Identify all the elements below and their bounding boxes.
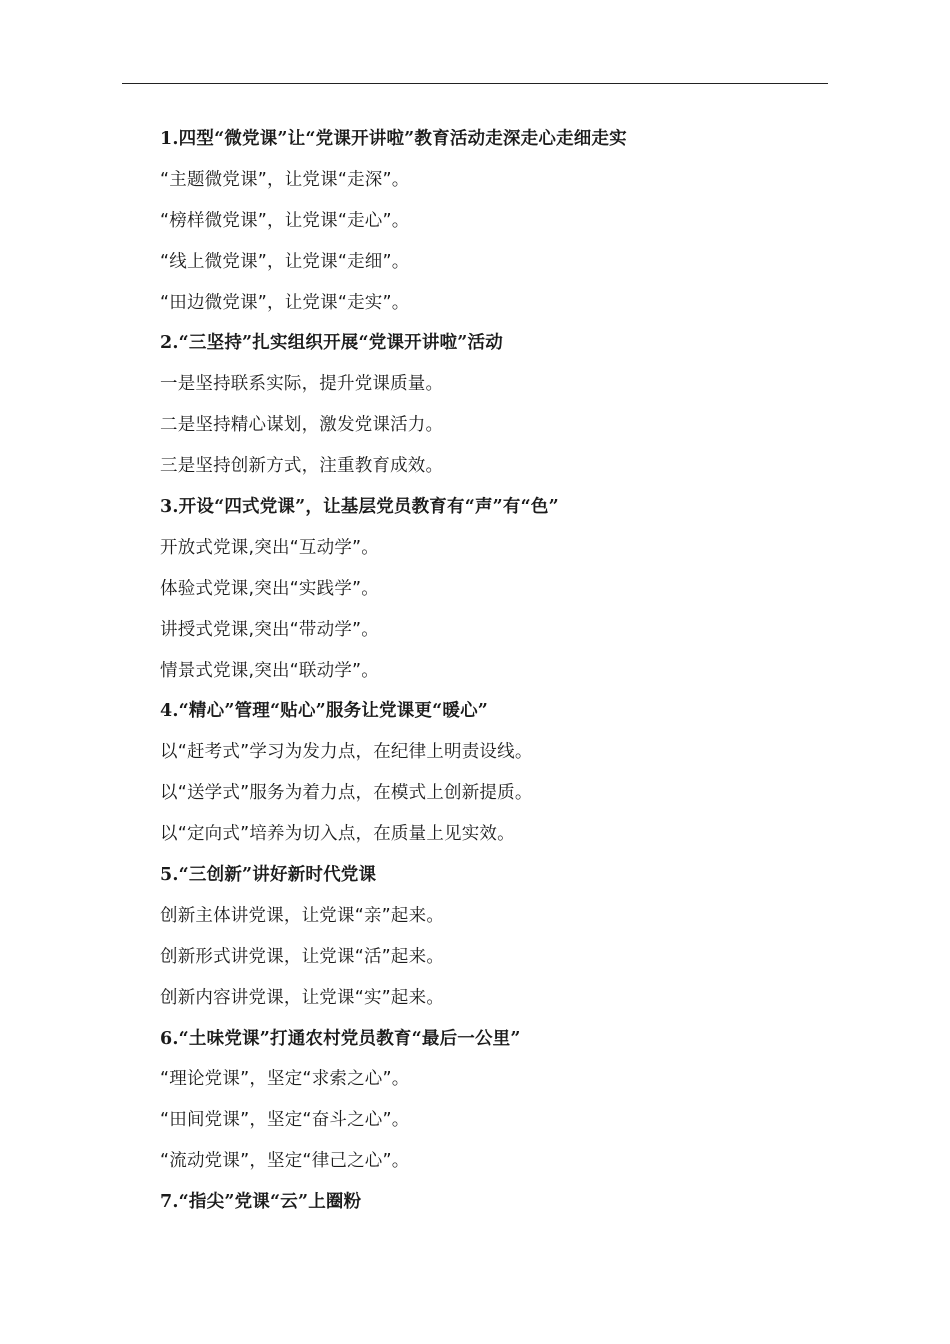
- body-line: 讲授式党课,突出“带动学”。: [160, 619, 379, 640]
- body-line: “理论党课”，坚定“求索之心”。: [160, 1069, 410, 1090]
- body-line: “流动党课”，坚定“律己之心”。: [160, 1151, 410, 1172]
- body-line: 三是坚持创新方式，注重教育成效。: [160, 456, 444, 477]
- body-line: “榜样微党课”，让党课“走心”。: [160, 210, 410, 231]
- body-line: 以“赶考式”学习为发力点，在纪律上明责设线。: [160, 742, 533, 763]
- body-line: 开放式党课,突出“互动学”。: [160, 537, 379, 558]
- header-divider: [122, 83, 828, 84]
- body-line: 以“送学式”服务为着力点，在模式上创新提质。: [160, 783, 533, 804]
- body-line: 一是坚持联系实际，提升党课质量。: [160, 374, 444, 395]
- section-heading: 6.“土味党课”打通农村党员教育“最后一公里”: [160, 1028, 521, 1049]
- section-heading: 4.“精心”管理“贴心”服务让党课更“暖心”: [160, 701, 489, 722]
- body-line: “主题微党课”，让党课“走深”。: [160, 169, 410, 190]
- body-line: 创新形式讲党课，让党课“活”起来。: [160, 946, 445, 967]
- section-heading: 5.“三创新”讲好新时代党课: [160, 865, 377, 886]
- section-heading: 1.四型“微党课”让“党课开讲啦”教育活动走深走心走细走实: [160, 129, 627, 149]
- body-line: 二是坚持精心谋划，激发党课活力。: [160, 415, 444, 436]
- section-heading: 7.“指尖”党课“云”上圈粉: [160, 1192, 362, 1213]
- body-line: “田间党课”，坚定“奋斗之心”。: [160, 1110, 410, 1131]
- body-line: 情景式党课,突出“联动学”。: [160, 660, 379, 681]
- body-line: 创新主体讲党课，让党课“亲”起来。: [160, 905, 445, 926]
- body-line: “线上微党课”，让党课“走细”。: [160, 251, 410, 272]
- body-line: 体验式党课,突出“实践学”。: [160, 578, 379, 599]
- body-line: 以“定向式”培养为切入点，在质量上见实效。: [160, 824, 515, 845]
- section-heading: 3.开设“四式党课”，让基层党员教育有“声”有“色”: [160, 497, 559, 518]
- body-line: 创新内容讲党课，让党课“实”起来。: [160, 987, 445, 1008]
- document-body: [160, 119, 820, 1223]
- body-line: “田边微党课”，让党课“走实”。: [160, 292, 410, 313]
- section-heading: 2.“三坚持”扎实组织开展“党课开讲啦”活动: [160, 333, 503, 354]
